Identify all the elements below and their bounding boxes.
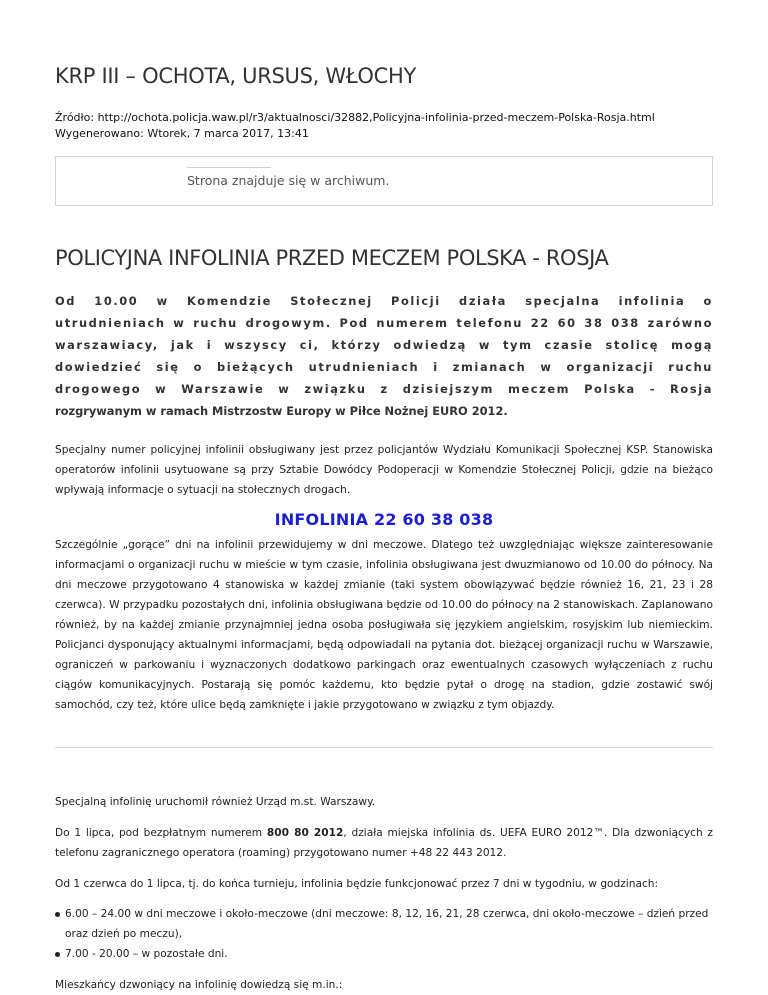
hours-list (55, 904, 713, 964)
infolinia-phone: INFOLINIA 22 60 38 038 (274, 510, 494, 529)
list-item: 7.00 - 20.00 – w pozostałe dni. (55, 944, 713, 964)
site-title: KRP III – OCHOTA, URSUS, WŁOCHY (55, 64, 416, 88)
free-number-before: Do 1 lipca, pod bezpłatnym numerem (55, 827, 267, 839)
archive-divider (187, 167, 271, 168)
paragraph-operators: Specjalny numer policyjnej infolinii obsługiwany jest przez policjantów Wydziału Komunikacji Społecznej KSP. Stanowiska operatorów infolinii usytuowane są przy Sztabie Dowódcy Podoperacji w Komendzie Stołecznej Policji, gdzie na bieżąco wpływają informacje o sytuacji na stołecznych drogach. (55, 444, 713, 496)
archive-notice-box (55, 156, 713, 206)
article-lead-tail: rozgrywanym w ramach Mistrzostw Europy w Piłce Nożnej EURO 2012. (55, 404, 508, 418)
generated-date: Wygenerowano: Wtorek, 7 marca 2017, 13:41 (55, 127, 309, 140)
print-meta (55, 110, 713, 142)
archive-notice: Strona znajduje się w archiwum. (187, 173, 390, 188)
list-item: 6.00 – 24.00 w dni meczowe i około-meczowe (dni meczowe: 8, 12, 16, 21, 28 czerwca, dni około-meczowe – dzień przed oraz dzień po meczu), (55, 904, 713, 944)
free-number: 800 80 2012 (266, 827, 344, 839)
paragraph-schedule: Od 1 czerwca do 1 lipca, tj. do końca turnieju, infolinia będzie funkcjonować przez 7 dni w tygodniu, w godzinach: (55, 878, 659, 890)
paragraph-residents: Mieszkańcy dzwoniący na infolinię dowiedzą się m.in.: (55, 979, 343, 991)
article-lead (55, 290, 713, 422)
section-divider (55, 747, 713, 748)
paragraph-free-number (55, 823, 713, 863)
paragraph-match-days: Szczególnie „gorące” dni na infolinii przewidujemy w dni meczowe. Dlatego też uwzględniając większe zainteresowanie informacjami o organizacji ruchu w mieście w tym czasie, infolinia obsługiwana jest dwuzmianowo od 10.00 do północy. Na dni meczowe przygotowano 4 stanowiska w każdej zmianie (taki system obowiązywać będzie również 16, 21, 23 i 28 czerwca). W przypadku pozostałych dni, infolinia obsługiwana będzie od 10.00 do północy na 2 stanowiskach. Zaplanowano również, by na każdej zmianie przynajmniej jedna osoba posługiwała się językiem angielskim, rosyjskim lub niemieckim. Policjanci dysponujący aktualnymi informacjami, będą odpowiadali na pytania dot. bieżącej organizacji ruchu w Warszawie, ograniczeń w parkowaniu i wyznaczonych dodatkowo parkingach oraz ewentualnych czasowych wyłączeniach z ruchu ciągów komunikacyjnych. Postarają się pomóc każdemu, kto będzie pytał o drogę na stadion, gdzie zostawić swój samochód, czy też, które ulice będą zamknięte i jakie przygotowano w związku z tym objazdy. (55, 539, 713, 711)
article-lead-spaced: Od 10.00 w Komendzie Stołecznej Policji działa specjalna infolinia o utrudnieniach w ruchu drogowym. Pod numerem telefonu 22 60 38 038 zarówno warszawiacy, jak i wszyscy ci, którzy odwiedzą w tym czasie stolicę mogą dowiedzieć się o bieżących utrudnieniach i zmianach w organizacji ruchu drogowego w Warszawie w związku z dzisiejszym meczem Polska - Rosja (55, 294, 713, 396)
source-url: Źródło: http://ochota.policja.waw.pl/r3/aktualnosci/32882,Policyjna-infolinia-przed-meczem-Polska-Rosja.html (55, 111, 655, 124)
paragraph-city-hotline: Specjalną infolinię uruchomił również Urząd m.st. Warszawy. (55, 796, 376, 808)
free-number-after: , działa miejska infolinia ds. UEFA EURO 2012™. Dla dzwoniących z telefonu zagranicznego operatora (roaming) przygotowano numer +48 22 443 2012. (55, 827, 713, 859)
article-title: POLICYJNA INFOLINIA PRZED MECZEM POLSKA - ROSJA (55, 246, 609, 270)
